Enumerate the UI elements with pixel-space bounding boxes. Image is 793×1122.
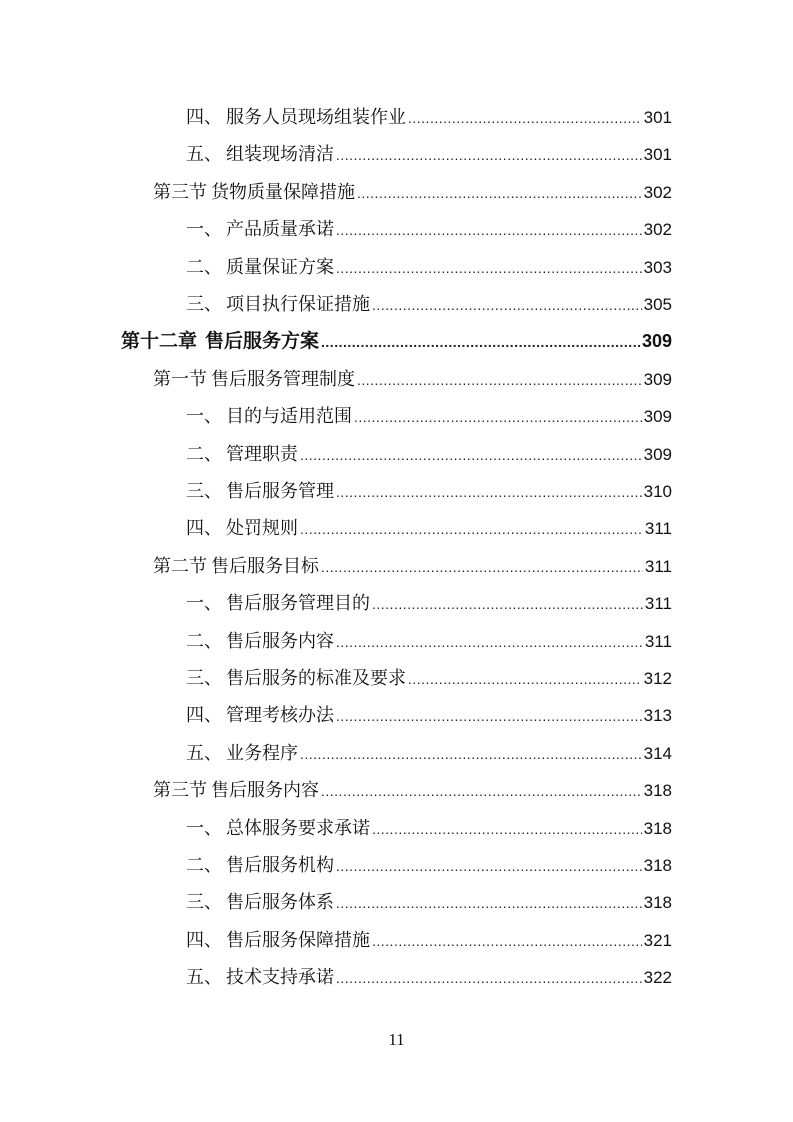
toc-leader-dots bbox=[336, 960, 642, 997]
toc-entry-number: 三、 bbox=[186, 892, 222, 914]
toc-entry-title bbox=[186, 286, 370, 323]
toc-entry-page: 309 bbox=[643, 444, 672, 464]
toc-entry-number: 第三节 bbox=[153, 181, 207, 203]
toc-leader-dots bbox=[336, 698, 642, 735]
toc-entry-text: 售后服务管理目的 bbox=[226, 593, 370, 615]
toc-entry-text: 售后服务管理制度 bbox=[211, 368, 355, 390]
toc-entry-title bbox=[186, 847, 334, 884]
toc-entry-number: 五、 bbox=[186, 742, 222, 764]
toc-entry-number: 第十二章 bbox=[121, 330, 198, 353]
toc-entry-number: 五、 bbox=[186, 144, 222, 166]
toc-entry-page: 318 bbox=[643, 781, 672, 801]
toc-entry[interactable] bbox=[186, 922, 672, 959]
toc-entry-number: 二、 bbox=[186, 855, 222, 876]
toc-leader-dots bbox=[372, 287, 642, 324]
toc-entry-page: 311 bbox=[644, 594, 672, 614]
toc-leader-dots bbox=[336, 137, 642, 174]
toc-entry-text: 管理考核办法 bbox=[226, 705, 334, 727]
toc-entry-page: 311 bbox=[644, 556, 672, 576]
toc-entry[interactable] bbox=[186, 136, 672, 173]
toc-entry-page: 318 bbox=[643, 856, 672, 875]
toc-entry-page: 322 bbox=[643, 968, 672, 988]
toc-entry-title bbox=[186, 473, 334, 510]
toc-leader-dots bbox=[357, 175, 642, 212]
toc-entry-page: 302 bbox=[643, 182, 672, 202]
toc-entry-number: 四、 bbox=[186, 705, 222, 727]
toc-entry-number: 二、 bbox=[186, 630, 222, 652]
toc-entry[interactable] bbox=[186, 959, 672, 996]
toc-leader-dots bbox=[336, 624, 643, 661]
toc-entry-number: 四、 bbox=[186, 929, 222, 951]
toc-leader-dots bbox=[336, 885, 642, 922]
toc-entry-title bbox=[153, 772, 319, 809]
toc-entry[interactable] bbox=[186, 884, 672, 921]
toc-entry-number: 四、 bbox=[186, 518, 222, 540]
toc-entry-number: 二、 bbox=[186, 256, 222, 278]
toc-leader-dots bbox=[357, 362, 642, 399]
toc-entry-text: 管理职责 bbox=[226, 443, 298, 465]
toc-entry-text: 业务程序 bbox=[226, 742, 298, 764]
toc-entry-title bbox=[153, 548, 319, 585]
toc-entry-title bbox=[186, 99, 406, 136]
toc-entry-title bbox=[186, 660, 406, 697]
toc-entry-text: 服务人员现场组装作业 bbox=[226, 107, 406, 128]
toc-entry-title bbox=[186, 697, 334, 734]
toc-entry-text: 售后服务内容 bbox=[211, 780, 319, 802]
toc-entry[interactable] bbox=[186, 398, 672, 435]
toc-entry-page: 303 bbox=[643, 257, 672, 277]
toc-entry[interactable] bbox=[186, 697, 672, 734]
toc-entry-text: 售后服务保障措施 bbox=[226, 929, 370, 951]
toc-entry-number: 二、 bbox=[186, 443, 222, 465]
toc-entry-text: 总体服务要求承诺 bbox=[226, 817, 370, 839]
toc-entry-page: 318 bbox=[643, 893, 672, 913]
toc-entry-text: 处罚规则 bbox=[226, 518, 298, 540]
toc-entry-title bbox=[186, 810, 370, 847]
toc-entry-title bbox=[186, 211, 334, 248]
toc-leader-dots bbox=[321, 324, 640, 361]
toc-chapter-entry[interactable] bbox=[121, 323, 672, 360]
toc-entry-number: 一、 bbox=[186, 219, 222, 241]
toc-entry-page: 311 bbox=[644, 631, 672, 651]
toc-entry[interactable] bbox=[186, 211, 672, 248]
toc-entry-title bbox=[153, 361, 355, 398]
toc-entry-title bbox=[186, 735, 298, 772]
toc-entry-number: 五、 bbox=[186, 967, 222, 989]
toc-entry-text: 售后服务机构 bbox=[226, 855, 334, 876]
toc-entry-text: 项目执行保证措施 bbox=[226, 294, 370, 315]
toc-entry[interactable] bbox=[186, 660, 672, 697]
toc-leader-dots bbox=[336, 250, 642, 287]
toc-entry-page: 321 bbox=[643, 930, 672, 950]
toc-entry[interactable] bbox=[186, 249, 672, 286]
toc-entry-text: 售后服务目标 bbox=[211, 555, 319, 577]
toc-entry-text: 货物质量保障措施 bbox=[211, 181, 355, 203]
toc-entry-page: 309 bbox=[643, 407, 672, 427]
toc-entry[interactable] bbox=[186, 735, 672, 772]
toc-entry-number: 一、 bbox=[186, 406, 222, 428]
toc-entry-text: 售后服务管理 bbox=[226, 481, 334, 502]
toc-leader-dots bbox=[321, 773, 642, 810]
toc-entry-page: 313 bbox=[643, 706, 672, 726]
toc-entry-text: 售后服务方案 bbox=[205, 330, 320, 353]
toc-entry[interactable] bbox=[186, 810, 672, 847]
toc-leader-dots bbox=[354, 399, 642, 436]
toc-entry[interactable] bbox=[186, 847, 672, 884]
toc-entry[interactable] bbox=[186, 473, 672, 510]
toc-entry-title bbox=[186, 585, 370, 622]
toc-entry-number: 第二节 bbox=[153, 555, 207, 577]
toc-entry-number: 三、 bbox=[186, 668, 222, 689]
toc-leader-dots bbox=[336, 848, 642, 885]
toc-entry-title bbox=[186, 436, 298, 473]
toc-entry-number: 第三节 bbox=[153, 780, 207, 802]
toc-entry-title bbox=[186, 510, 298, 547]
toc-entry[interactable] bbox=[153, 174, 672, 211]
toc-entry-text: 售后服务的标准及要求 bbox=[226, 668, 406, 689]
toc-entry-number: 一、 bbox=[186, 593, 222, 615]
toc-entry-title bbox=[186, 884, 334, 921]
toc-entry-title bbox=[186, 398, 352, 435]
toc-entry[interactable] bbox=[186, 286, 672, 323]
toc-entry-page: 309 bbox=[643, 369, 672, 389]
toc-entry[interactable] bbox=[153, 772, 672, 809]
toc-entry-text: 产品质量承诺 bbox=[226, 219, 334, 241]
toc-leader-dots bbox=[336, 212, 642, 249]
toc-leader-dots bbox=[372, 811, 642, 848]
toc-entry-page: 311 bbox=[644, 519, 672, 539]
toc-entry-text: 技术支持承诺 bbox=[226, 967, 334, 989]
toc-entry-number: 三、 bbox=[186, 481, 222, 502]
toc-entry-number: 第一节 bbox=[153, 368, 207, 390]
toc-entry-number: 四、 bbox=[186, 107, 222, 128]
toc-entry[interactable] bbox=[186, 99, 672, 136]
toc-entry-text: 目的与适用范围 bbox=[226, 406, 352, 428]
toc-entry-page: 312 bbox=[643, 669, 672, 688]
toc-leader-dots bbox=[372, 586, 643, 623]
toc-leader-dots bbox=[336, 474, 642, 511]
toc-entry-title bbox=[186, 922, 370, 959]
toc-leader-dots bbox=[300, 736, 642, 773]
toc-leader-dots bbox=[321, 549, 643, 586]
toc-leader-dots bbox=[300, 437, 642, 474]
toc-entry-title bbox=[186, 959, 334, 996]
toc-entry-number: 三、 bbox=[186, 294, 222, 315]
toc-entry-title bbox=[186, 623, 334, 660]
toc-entry[interactable] bbox=[153, 361, 672, 398]
toc-entry-page: 301 bbox=[643, 108, 672, 127]
toc-entry-text: 质量保证方案 bbox=[226, 256, 334, 278]
toc-entry-title bbox=[153, 174, 355, 211]
toc-entry-page: 314 bbox=[643, 743, 672, 763]
toc-entry-text: 售后服务体系 bbox=[226, 892, 334, 914]
toc-entry[interactable] bbox=[186, 585, 672, 622]
toc-entry[interactable] bbox=[153, 548, 672, 585]
toc-entry-page: 302 bbox=[643, 220, 672, 240]
toc-entry-page: 309 bbox=[641, 331, 672, 352]
toc-entry-page: 301 bbox=[643, 145, 672, 165]
toc-entry-number: 一、 bbox=[186, 817, 222, 839]
toc-entry[interactable] bbox=[186, 510, 672, 547]
toc-entry[interactable] bbox=[186, 623, 672, 660]
page-number: 11 bbox=[388, 1030, 405, 1049]
toc-leader-dots bbox=[372, 923, 642, 960]
toc-entry-page: 305 bbox=[643, 295, 672, 314]
toc-entry-title bbox=[186, 136, 334, 173]
toc-entry-text: 售后服务内容 bbox=[226, 630, 334, 652]
toc-entry-page: 318 bbox=[643, 818, 672, 838]
toc-leader-dots bbox=[300, 511, 643, 548]
toc-entry-text: 组装现场清洁 bbox=[226, 144, 334, 166]
toc-leader-dots bbox=[408, 100, 642, 137]
toc-leader-dots bbox=[408, 661, 642, 698]
toc-entry[interactable] bbox=[186, 436, 672, 473]
toc-entry-page: 310 bbox=[643, 482, 672, 501]
toc-entry-title bbox=[186, 249, 334, 286]
toc-entry-title bbox=[121, 323, 319, 360]
